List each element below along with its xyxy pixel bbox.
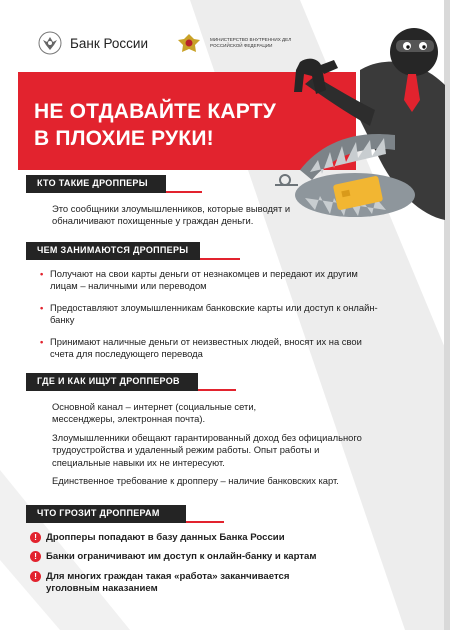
threat-list xyxy=(30,532,370,603)
bank-name: Банк России xyxy=(70,35,148,51)
warning-icon: ! xyxy=(30,571,41,582)
bullet-icon: • xyxy=(40,335,44,347)
list-item: • Получают на свои карты деньги от незнакомцев и передают их другим лицам – наличными или переводом xyxy=(40,268,358,292)
list-item: • Принимают наличные деньги от неизвестных людей, вносят их на свои счета для последующего перевода xyxy=(40,335,362,360)
list-item: • Предоставляют злоумышленникам банковские карты или доступ к онлайн-банку xyxy=(40,301,378,326)
warning-icon: ! xyxy=(30,532,41,543)
bank-logo xyxy=(38,31,148,55)
bullet-icon: • xyxy=(40,301,44,313)
bullet-icon: • xyxy=(40,268,44,279)
section-title-where: ГДЕ И КАК ИЩУТ ДРОППЕРОВ xyxy=(37,376,180,386)
section-title-threat: ЧТО ГРОЗИТ ДРОППЕРАМ xyxy=(37,508,160,518)
title-line-1: НЕ ОТДАВАЙТЕ КАРТУ xyxy=(34,100,277,123)
section-title-what: ЧЕМ ЗАНИМАЮТСЯ ДРОППЕРЫ xyxy=(37,245,189,255)
page-edge xyxy=(444,0,450,630)
section-text-who: Это сообщники злоумышленников, которые выводят и обналичивают похищенные у граждан деньги. xyxy=(52,203,291,227)
list-item: ! Дропперы попадают в базу данных Банка России xyxy=(30,532,370,544)
page-title xyxy=(34,98,276,152)
paragraph: Единственное требование к дропперу – наличие банковских карт. xyxy=(52,475,339,487)
what-list xyxy=(40,268,380,369)
eagle-emblem-icon xyxy=(38,31,62,55)
ministry-emblem-icon xyxy=(176,30,202,56)
section-title-who: КТО ТАКИЕ ДРОППЕРЫ xyxy=(37,178,148,188)
list-item: ! Банки ограничивают им доступ к онлайн-банку и картам xyxy=(30,551,370,563)
where-text xyxy=(52,401,372,493)
ministry-name: МИНИСТЕРСТВО ВНУТРЕННИХ ДЕЛ РОССИЙСКОЙ ФЕДЕРАЦИИ xyxy=(210,37,292,48)
warning-icon: ! xyxy=(30,551,41,562)
title-line-2: В ПЛОХИЕ РУКИ! xyxy=(34,127,214,150)
paragraph: Злоумышленники обещают гарантированный доход без официального трудоустройства и удаленный режим работы. Опыт работы и специальные навыки их не интересуют. xyxy=(52,431,362,468)
ministry-logo xyxy=(176,30,302,56)
list-item: ! Для многих граждан такая «работа» заканчивается уголовным наказанием xyxy=(30,571,290,596)
paragraph: Основной канал – интернет (социальные сети, мессенджеры, электронная почта). xyxy=(52,401,257,425)
